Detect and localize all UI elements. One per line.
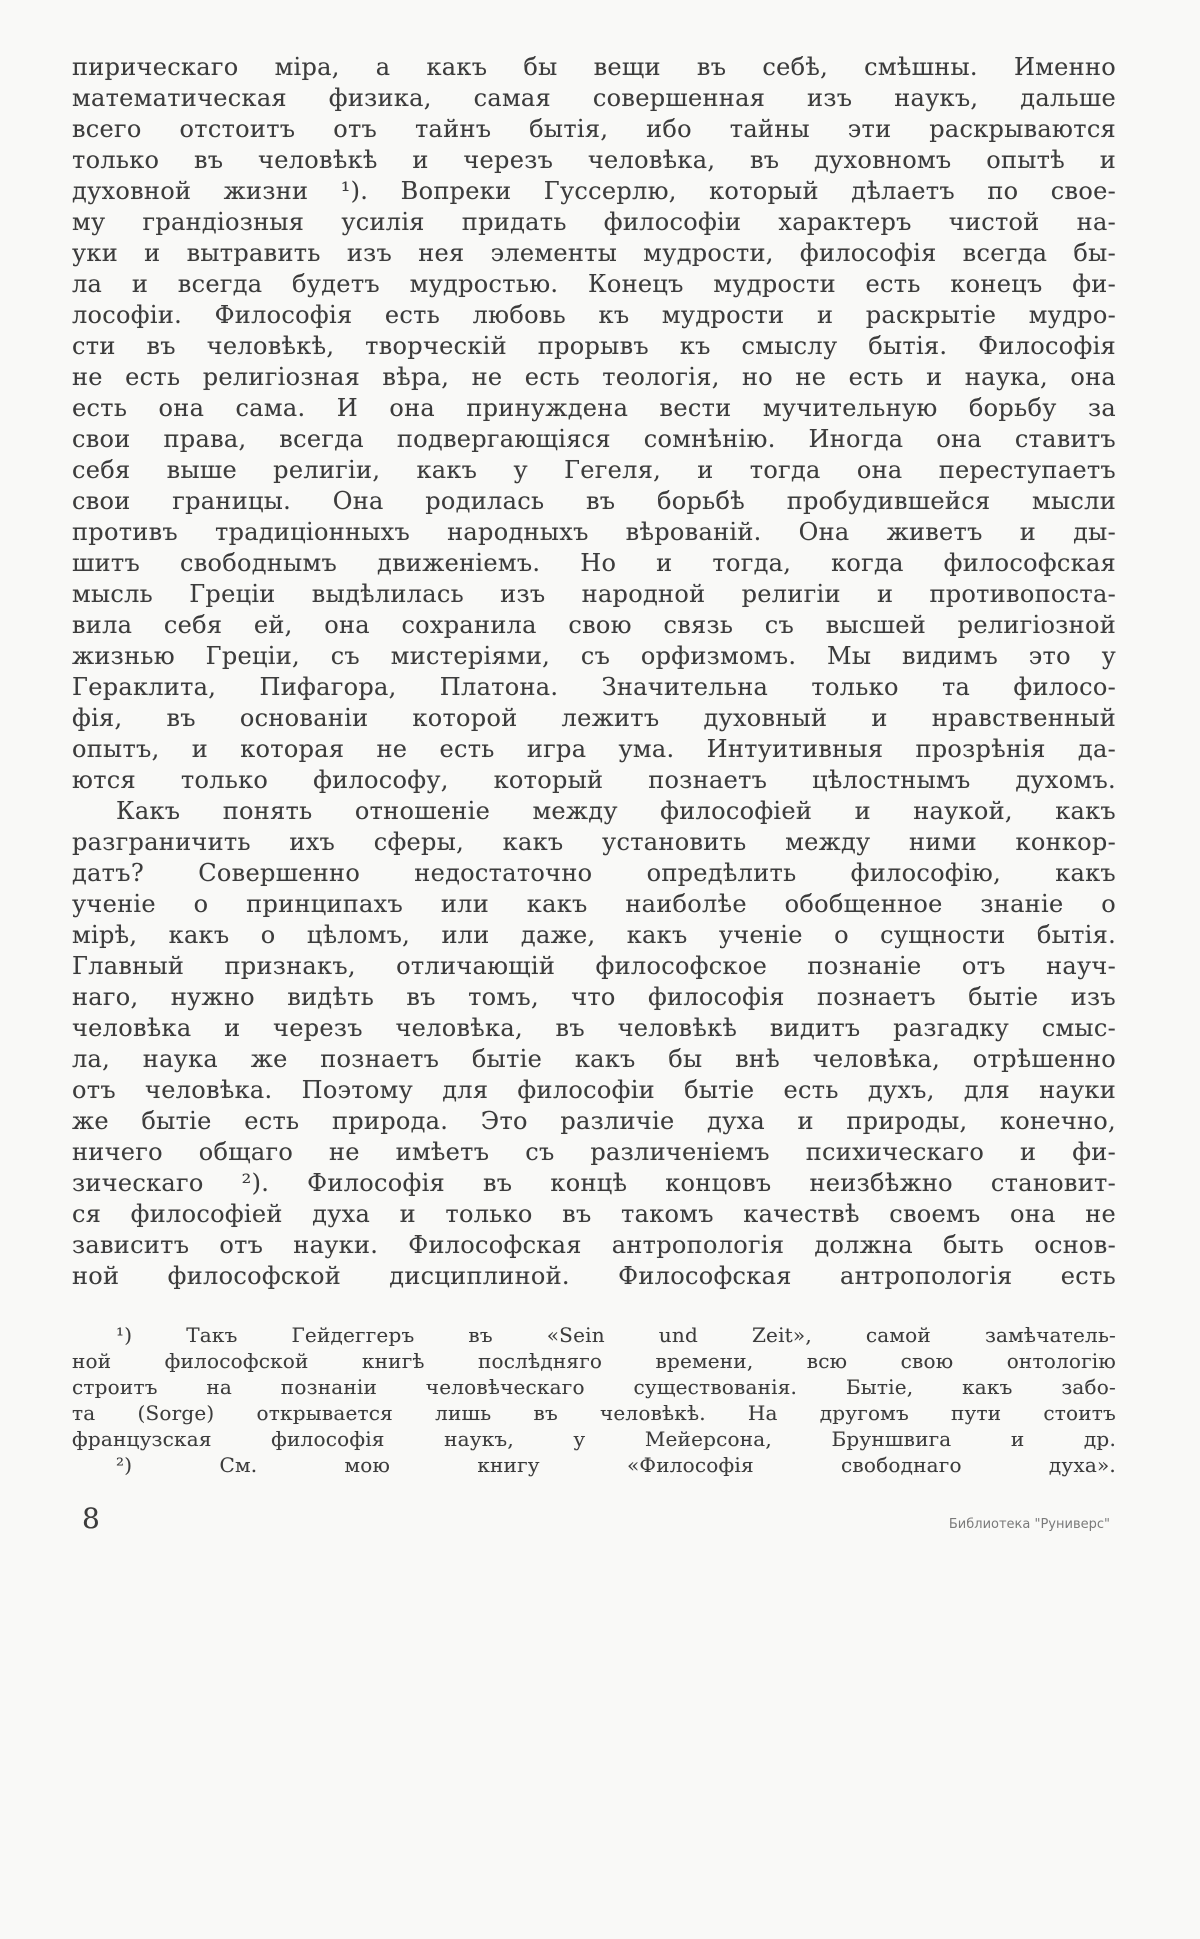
text-line: Какъ понять отношеніе между философіей и наукой, какъ — [116, 797, 1116, 825]
text-line: себя выше религіи, какъ у Гегеля, и тогда она переступаетъ — [72, 456, 1116, 484]
text-line: фія, въ основаніи которой лежитъ духовный и нравственный — [72, 704, 1116, 732]
text-line: же бытіе есть природа. Это различіе духа и природы, конечно, — [72, 1107, 1116, 1135]
text-line: датъ? Совершенно недостаточно опредѣлить философію, какъ — [72, 859, 1116, 887]
text-line: та (Sorge) открывается лишь въ человѣкѣ. На другомъ пути стоитъ — [72, 1401, 1116, 1425]
text-line: Гераклита, Пифагора, Платона. Значительна только та филосо- — [72, 673, 1116, 701]
text-line: пирическаго міра, а какъ бы вещи въ себѣ, смѣшны. Именно — [72, 53, 1116, 81]
text-line: ²) См. мою книгу «Философія свободнаго духа». — [116, 1453, 1116, 1477]
text-line: свои границы. Она родилась въ борьбѣ пробудившейся мысли — [72, 487, 1116, 515]
text-line: есть она сама. И она принуждена вести мучительную борьбу за — [72, 394, 1116, 422]
text-line: ничего общаго не имѣетъ съ различеніемъ психическаго и фи- — [72, 1138, 1116, 1166]
text-line: всего отстоитъ отъ тайнъ бытія, ибо тайны эти раскрываются — [72, 115, 1116, 143]
text-line: мысль Греціи выдѣлилась изъ народной религіи и противопоста- — [72, 580, 1116, 608]
text-line: не есть религіозная вѣра, не есть теологія, но не есть и наука, она — [72, 363, 1116, 391]
text-line: зическаго ²). Философія въ концѣ концовъ неизбѣжно становит- — [72, 1169, 1116, 1197]
text-line: разграничить ихъ сферы, какъ установить между ними конкор- — [72, 828, 1116, 856]
text-line: ной философской книгѣ послѣдняго времени, всю свою онтологію — [72, 1349, 1116, 1373]
text-line: только въ человѣкѣ и черезъ человѣка, въ духовномъ опытѣ и — [72, 146, 1116, 174]
text-line: наго, нужно видѣть въ томъ, что философія познаетъ бытіе изъ — [72, 983, 1116, 1011]
text-line: ла, наука же познаетъ бытіе какъ бы внѣ человѣка, отрѣшенно — [72, 1045, 1116, 1073]
page-number: 8 — [82, 1502, 100, 1535]
text-line: Главный признакъ, отличающій философское познаніе отъ науч- — [72, 952, 1116, 980]
text-line: жизнью Греціи, съ мистеріями, съ орфизмомъ. Мы видимъ это у — [72, 642, 1116, 670]
text-line: строитъ на познаніи человѣческаго существованія. Бытіе, какъ забо- — [72, 1375, 1116, 1399]
text-line: мірѣ, какъ о цѣломъ, или даже, какъ ученіе о сущности бытія. — [72, 921, 1116, 949]
text-line: сти въ человѣкѣ, творческій прорывъ къ смыслу бытія. Философія — [72, 332, 1116, 360]
text-line: ла и всегда будетъ мудростью. Конецъ мудрости есть конецъ фи- — [72, 270, 1116, 298]
text-line: ¹) Такъ Гейдеггеръ въ «Sein und Zeit», самой замѣчатель- — [116, 1323, 1116, 1347]
text-line: человѣка и черезъ человѣка, въ человѣкѣ видитъ разгадку смыс- — [72, 1014, 1116, 1042]
text-line: вила себя ей, она сохранила свою связь съ высшей религіозной — [72, 611, 1116, 639]
body-text — [72, 52, 1116, 1292]
text-line: отъ человѣка. Поэтому для философіи бытіе есть духъ, для науки — [72, 1076, 1116, 1104]
text-line: противъ традиціонныхъ народныхъ вѣрованій. Она живетъ и ды- — [72, 518, 1116, 546]
text-line: шитъ свободнымъ движеніемъ. Но и тогда, когда философская — [72, 549, 1116, 577]
text-line: французская философія наукъ, у Мейерсона, Бруншвига и др. — [72, 1427, 1116, 1451]
text-line: ются только философу, который познаетъ цѣлостнымъ духомъ. — [72, 766, 1116, 794]
text-line: уки и вытравить изъ нея элементы мудрости, философія всегда бы- — [72, 239, 1116, 267]
text-line: ся философіей духа и только въ такомъ качествѣ своемъ она не — [72, 1200, 1116, 1228]
text-line: зависитъ отъ науки. Философская антропологія должна быть основ- — [72, 1231, 1116, 1259]
text-line: ной философской дисциплиной. Философская антропологія есть — [72, 1262, 1116, 1290]
text-line: ученіе о принципахъ или какъ наиболѣе обобщенное знаніе о — [72, 890, 1116, 918]
watermark: Библиотека "Руниверс" — [948, 1517, 1110, 1532]
page-footer — [72, 1502, 1116, 1535]
text-line: свои права, всегда подвергающіяся сомнѣнію. Иногда она ставитъ — [72, 425, 1116, 453]
text-line: математическая физика, самая совершенная изъ наукъ, дальше — [72, 84, 1116, 112]
text-line: духовной жизни ¹). Вопреки Гуссерлю, который дѣлаетъ по свое- — [72, 177, 1116, 205]
text-line: му грандіозныя усилія придать философіи характеръ чистой на- — [72, 208, 1116, 236]
footnotes — [72, 1322, 1116, 1478]
text-line: лософіи. Философія есть любовь къ мудрости и раскрытіе мудро- — [72, 301, 1116, 329]
text-line: опытъ, и которая не есть игра ума. Интуитивныя прозрѣнія да- — [72, 735, 1116, 763]
